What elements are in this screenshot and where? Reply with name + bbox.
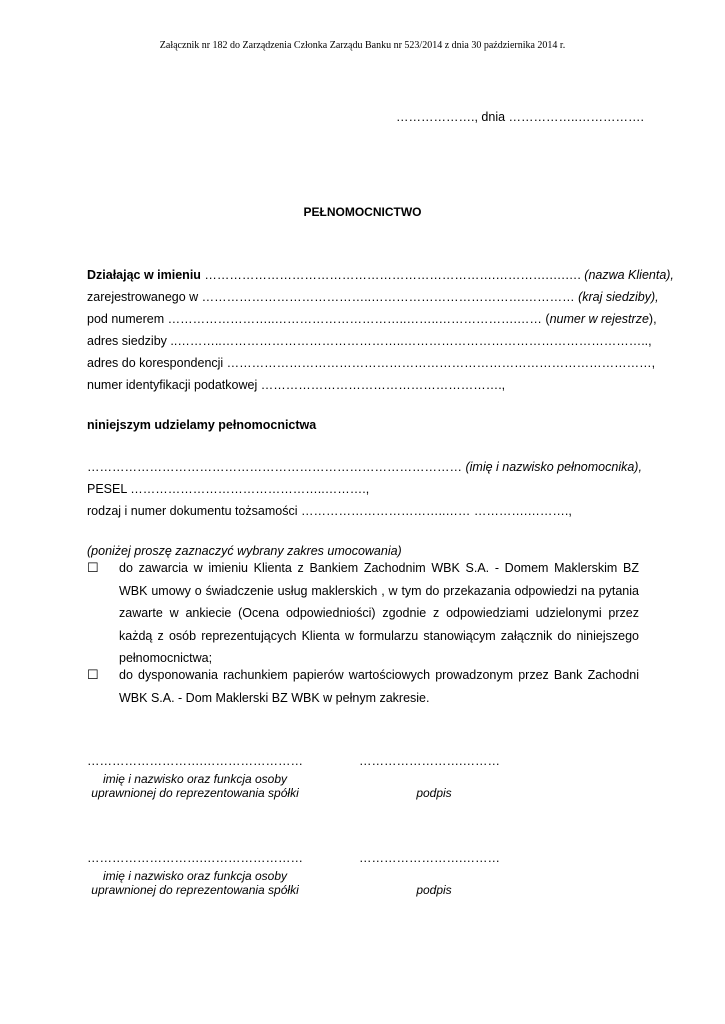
registered-line: [87, 290, 659, 304]
acting-hint: (nazwa Klienta),: [584, 268, 674, 282]
registered-hint: (kraj siedziby),: [578, 290, 659, 304]
number-end: ),: [648, 312, 657, 326]
signatory2-name-field: ……………………….……………………: [87, 851, 303, 865]
option1-text: do zawarcia w imieniu Klienta z Bankiem Zachodnim WBK S.A. - Domem Maklerskim BZ WBK umowy o świadczenie usług maklerskich , w tym do przekazania odpowiedzi na pytania zawarte w ankiecie (Ocena odpowiedniości) zgodnie z odpowiedziami udzielonymi przez każdą z osób reprezentujących Klienta w formularzu stanowiącym załącznik do niniejszego pełnomocnictwa;: [119, 561, 639, 665]
id-document-line: rodzaj i numer dokumentu tożsamości ……………………………..…… ………….……….,: [87, 504, 572, 518]
number-dots: ……………………..…………………………..……..……………….…… (: [167, 312, 550, 326]
attorney-line: [87, 460, 642, 474]
signatory1-name-field: ……………………….……………………: [87, 754, 303, 768]
signatory1-sign-caption: podpis: [416, 786, 452, 800]
attorney-dots: ………………………………………………………………………………: [87, 460, 466, 474]
acting-label: Działając w imieniu: [87, 268, 201, 282]
acting-line: [87, 268, 674, 282]
annex-note: Załącznik nr 182 do Zarządzenia Członka Zarządu Banku nr 523/2014 z dnia 30 października 2014 r.: [159, 40, 566, 51]
number-label: pod numerem: [87, 312, 168, 326]
scope-instruction: (poniżej proszę zaznaczyć wybrany zakres umocowania): [87, 544, 402, 558]
signatory2-caption-line1: imię i nazwisko oraz funkcja osoby: [102, 869, 288, 883]
attorney-hint: (imię i nazwisko pełnomocnika),: [465, 460, 642, 474]
number-line: [87, 312, 657, 326]
correspondence-line: adres do korespondencji …………………………………………………………………………………………,: [87, 356, 656, 370]
signatory2-sign-caption: podpis: [416, 883, 452, 897]
option2-text: do dysponowania rachunkiem papierów wartościowych prowadzonym przez Bank Zachodni WBK S.A. - Dom Maklerski BZ WBK w pełnym zakresie.: [119, 668, 639, 705]
signatory1-caption-line1: imię i nazwisko oraz funkcja osoby: [102, 772, 288, 786]
seat-line: adres siedziby ..………..……………………………………..…………………………………………………..,: [87, 334, 652, 348]
signatory2-name-caption: [80, 869, 310, 897]
registered-dots: …………………………………..……………………………….…………: [201, 290, 579, 304]
date-line: ………………., dnia ……………..…………….: [396, 110, 644, 124]
number-hint: numer w rejestrze: [549, 312, 649, 326]
option1-checkbox[interactable]: ☐: [87, 560, 99, 575]
signatory1-signature-field: …………………….………: [359, 754, 500, 768]
acting-dots: …………………………………………………………….………….….….: [200, 268, 585, 282]
document-title: PEŁNOMOCNICTWO: [303, 205, 422, 219]
pesel-line: PESEL ………………………………………..……….,: [87, 482, 370, 496]
registered-label: zarejestrowanego w: [87, 290, 202, 304]
grant-heading: niniejszym udzielamy pełnomocnictwa: [87, 418, 317, 432]
option2-checkbox[interactable]: ☐: [87, 667, 99, 682]
signatory1-name-caption: [80, 772, 310, 800]
tax-id-line: numer identyfikacji podatkowej ………………………………………………….,: [87, 378, 506, 392]
signatory2-signature-field: …………………….………: [359, 851, 500, 865]
signatory2-caption-line2: uprawnionej do reprezentowania spółki: [91, 883, 299, 897]
signatory1-caption-line2: uprawnionej do reprezentowania spółki: [91, 786, 299, 800]
